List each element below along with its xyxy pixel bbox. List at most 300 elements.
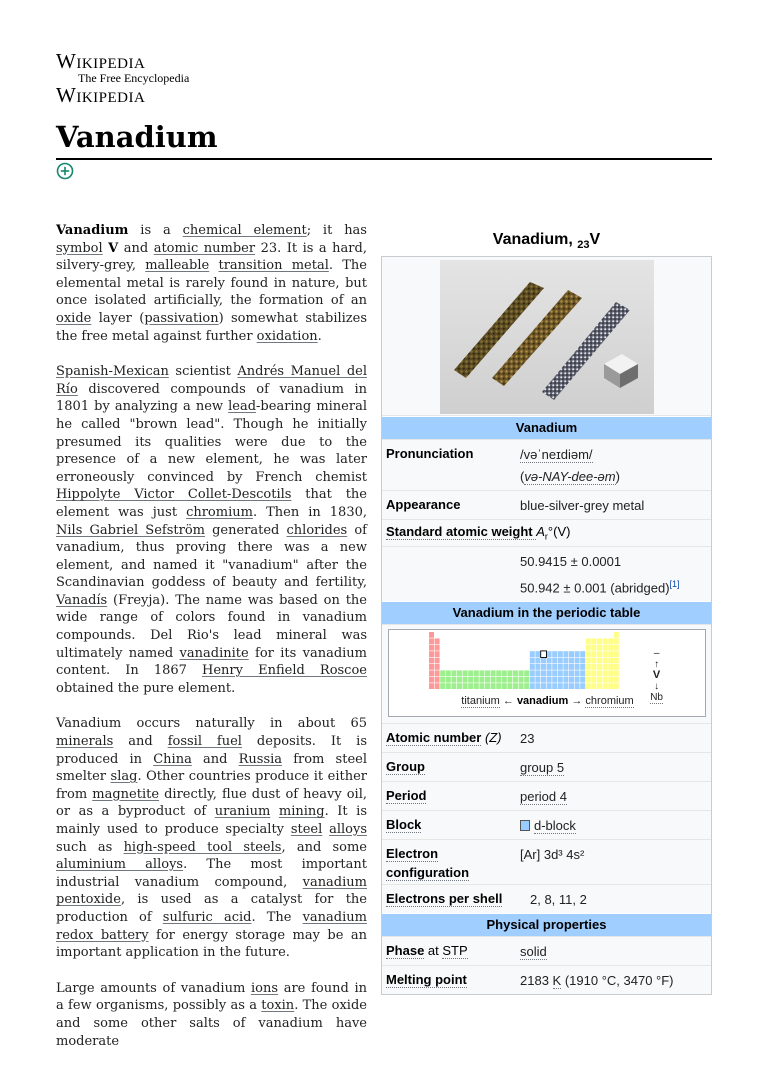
- electron-config-label[interactable]: Electron configuration: [386, 845, 470, 880]
- article-body: [56, 222, 367, 1068]
- pt-cell-p: [608, 658, 613, 664]
- pt-cell-f: [513, 670, 518, 676]
- article-paragraph: [56, 715, 367, 961]
- article-link[interactable]: ions: [250, 980, 279, 996]
- pt-arrow-right: →: [568, 694, 586, 707]
- pt-cell-d: [558, 658, 563, 664]
- article-link[interactable]: high-speed tool steels: [123, 839, 282, 855]
- melting-value-b: (1910 °C, 3470 °F): [561, 972, 674, 988]
- article-link[interactable]: Spanish-Mexican: [56, 364, 169, 380]
- pt-cell-p: [608, 670, 613, 676]
- pt-cell-p: [614, 664, 619, 670]
- pt-cell-p: [597, 658, 602, 664]
- pt-cell-f: [446, 677, 451, 683]
- pt-cell-p: [597, 683, 602, 689]
- article-text: ) somewhat stabilizes the free metal against further: [56, 310, 368, 344]
- pt-cell-d: [530, 670, 535, 676]
- pt-cell-d: [547, 677, 552, 683]
- pt-cell-d: [563, 651, 568, 657]
- pt-cell-d: [541, 664, 546, 670]
- wikipedia-logo[interactable]: [56, 50, 216, 106]
- article-link[interactable]: magnetite: [92, 786, 160, 802]
- pt-cell-alkali: [435, 638, 440, 644]
- page-title: Vanadium: [56, 120, 218, 154]
- pt-cell-d: [541, 670, 546, 676]
- pt-cell-f: [479, 683, 484, 689]
- title-divider: [56, 158, 712, 160]
- pt-cell-f: [446, 670, 451, 676]
- pt-above: –: [653, 647, 660, 659]
- pt-cell-d: [575, 651, 580, 657]
- vanadium-photo[interactable]: [440, 260, 654, 414]
- article-link[interactable]: atomic number: [153, 240, 256, 256]
- kelvin-link[interactable]: K: [552, 972, 562, 988]
- saw-symbol: A: [536, 524, 545, 539]
- pt-cell-p: [591, 645, 596, 651]
- pt-cell-d: [575, 683, 580, 689]
- pt-cell-d: [552, 670, 557, 676]
- pt-cell-f: [463, 677, 468, 683]
- period-label[interactable]: Period: [386, 787, 427, 803]
- pt-cell-p: [603, 658, 608, 664]
- pt-cell-alkali: [429, 651, 434, 657]
- pt-cell-d: [535, 683, 540, 689]
- pt-cell-f: [468, 683, 473, 689]
- pt-cell-f: [457, 670, 462, 676]
- pt-cell-f: [457, 677, 462, 683]
- appearance-row: [382, 490, 711, 519]
- pt-cell-d: [535, 651, 540, 657]
- periodic-table-header[interactable]: Vanadium in the periodic table: [382, 601, 711, 624]
- electrons-per-shell-row: [382, 884, 711, 913]
- pt-cell-p: [586, 638, 591, 644]
- pt-left-link[interactable]: titanium: [461, 694, 500, 707]
- article-text: and: [191, 751, 239, 767]
- article-link[interactable]: steel: [290, 822, 323, 837]
- article-text: deposits. It is produced in: [56, 734, 367, 767]
- pt-cell-d: [558, 677, 563, 683]
- pt-cell-f: [474, 677, 479, 683]
- article-text: obtained the pure element.: [56, 680, 236, 696]
- pt-cell-p: [614, 670, 619, 676]
- standard-atomic-weight-label[interactable]: [382, 520, 711, 546]
- pt-cell-vanadium-highlight[interactable]: [541, 651, 547, 658]
- pt-cell-p: [591, 683, 596, 689]
- pronunciation-value: [512, 440, 711, 490]
- article-text: (Freyja). The name was based on the wide range of colors found in vanadium compounds. Del Rio's lead mineral was ultimately named: [56, 592, 367, 661]
- pt-cell-f: [479, 677, 484, 683]
- pt-cell-f: [524, 670, 529, 676]
- pt-cell-f: [468, 670, 473, 676]
- article-link[interactable]: transition metal: [218, 258, 329, 274]
- melting-point-row: [382, 965, 711, 994]
- group-value[interactable]: group 5: [520, 759, 565, 775]
- pt-cell-p: [603, 677, 608, 683]
- article-text: .: [317, 328, 322, 344]
- pt-cell-alkali: [435, 683, 440, 689]
- pt-cell-f: [491, 677, 496, 683]
- article-link[interactable]: vanadinite: [179, 645, 249, 661]
- article-text: is a: [128, 223, 183, 238]
- article-paragraph: [56, 222, 367, 345]
- caption-atomic-number: 23: [577, 239, 590, 252]
- article-link[interactable]: Vanadís: [56, 592, 108, 608]
- pt-cell-f: [519, 683, 524, 689]
- pt-cell-f: [485, 683, 490, 689]
- pt-cell-p: [586, 651, 591, 657]
- article-text: . The oxide and some other salts of vanadium have moderate: [56, 998, 367, 1049]
- pt-cell-f: [507, 683, 512, 689]
- article-text: . Then in 1830,: [252, 504, 367, 520]
- element-image[interactable]: [382, 257, 711, 416]
- pt-cell-alkali: [429, 677, 434, 683]
- pt-cell-f: [474, 683, 479, 689]
- pt-cell-alkali: [435, 670, 440, 676]
- pt-cell-p: [608, 638, 613, 644]
- pt-cell-d: [563, 658, 568, 664]
- pt-cell-d: [569, 670, 574, 676]
- bold-term: V: [108, 240, 119, 256]
- article-text: of vanadium, thus proving there was a new element, and named it "vanadium" after the Scandinavian goddess of beauty and fertility,: [56, 522, 367, 591]
- saw-label-row: [382, 519, 711, 546]
- pt-cell-f: [491, 670, 496, 676]
- article-link[interactable]: Nils Gabriel Sefström: [56, 522, 205, 538]
- pt-cell-d: [530, 664, 535, 670]
- pt-cell-alkali: [435, 664, 440, 670]
- pt-cell-p: [591, 677, 596, 683]
- saw-subscript: r: [544, 531, 548, 542]
- article-paragraph: [56, 363, 367, 697]
- pt-symbol: V: [652, 668, 661, 681]
- article-link[interactable]: sulfuric acid: [162, 909, 252, 925]
- pt-cell-p: [591, 664, 596, 670]
- article-text: for its vanadium content. In 1867: [56, 645, 368, 679]
- article-link[interactable]: aluminium alloys: [56, 857, 184, 873]
- stp-link[interactable]: STP: [442, 942, 468, 958]
- saw-value-row: [382, 546, 711, 601]
- pt-cell-p: [586, 677, 591, 683]
- pt-cell-f: [457, 683, 462, 689]
- pt-cell-d: [563, 683, 568, 689]
- logo-wordmark: Wikipedia: [56, 49, 146, 73]
- article-link[interactable]: toxin: [261, 998, 295, 1014]
- pt-cell-p: [614, 632, 619, 638]
- article-link[interactable]: Hippolyte Victor Collet-Descotils: [56, 487, 292, 503]
- pt-arrow-up: ↑: [654, 658, 660, 670]
- article-link[interactable]: malleable: [145, 258, 210, 274]
- pt-cell-d: [580, 664, 585, 670]
- article-text: from steel smelter: [56, 751, 367, 785]
- pt-cell-d: [541, 658, 546, 664]
- article-text: 23. It is a hard, silvery-grey,: [56, 240, 367, 274]
- pt-cell-p: [586, 670, 591, 676]
- group-label[interactable]: Group: [386, 758, 425, 774]
- block-color-swatch-icon: [520, 820, 530, 831]
- pt-cell-alkali: [429, 632, 434, 638]
- pt-cell-p: [603, 645, 608, 651]
- logo-tagline: The Free Encyclopedia: [78, 71, 190, 85]
- pt-cell-p: [603, 670, 608, 676]
- pt-cell-d: [547, 664, 552, 670]
- pt-cell-f: [451, 670, 456, 676]
- article-link[interactable]: alloys: [329, 822, 367, 837]
- pt-cell-alkali: [429, 645, 434, 651]
- logo-wordmark-small: Wikipedia: [56, 83, 146, 107]
- caption-symbol: V: [589, 231, 601, 248]
- article-link[interactable]: Russia: [238, 751, 283, 767]
- article-text: that the element was just: [56, 487, 367, 520]
- pt-cell-p: [603, 651, 608, 657]
- pt-cell-d: [552, 664, 557, 670]
- block-row: [382, 810, 711, 839]
- pt-cell-f: [463, 683, 468, 689]
- article-text: -bearing mineral he called "brown lead". Though he initially presumed its qualities were due to the presence of a new element, he was later erroneously convinced by French chemist: [56, 399, 367, 485]
- article-link[interactable]: passivation: [144, 310, 219, 326]
- pt-cell-p: [586, 645, 591, 651]
- pt-cell-alkali: [429, 658, 434, 664]
- pt-cell-f: [507, 677, 512, 683]
- physical-properties-header: Physical properties: [382, 913, 711, 936]
- pt-cell-f: [479, 670, 484, 676]
- pt-cell-p: [608, 664, 613, 670]
- pt-cell-f: [446, 683, 451, 689]
- melting-value-a: 2183: [520, 972, 553, 988]
- pt-cell-p: [586, 683, 591, 689]
- pt-cell-f: [507, 670, 512, 676]
- pt-cell-d: [558, 651, 563, 657]
- pt-cell-d: [541, 677, 546, 683]
- pt-cell-d: [563, 677, 568, 683]
- pt-cell-p: [608, 651, 613, 657]
- article-text: discovered compounds of vanadium in 1801 by analyzing a new: [56, 381, 367, 415]
- resp-open: (: [520, 469, 525, 484]
- ipa-link[interactable]: /vəˈneɪdiəm/: [520, 447, 593, 462]
- pt-arrow-down: ↓: [654, 680, 660, 692]
- atomic-number-value: 23: [520, 730, 535, 746]
- pt-arrow-left: ←: [499, 694, 517, 707]
- article-link[interactable]: oxidation: [256, 328, 318, 344]
- article-link[interactable]: lead: [228, 399, 257, 415]
- pt-cell-d: [575, 658, 580, 664]
- electron-config-value: [Ar] 3d³ 4s²: [520, 846, 585, 862]
- pt-cell-p: [614, 658, 619, 664]
- pt-cell-p: [597, 645, 602, 651]
- pt-cell-f: [491, 683, 496, 689]
- infobox: [381, 224, 712, 995]
- pt-cell-d: [552, 658, 557, 664]
- pt-cell-d: [575, 664, 580, 670]
- pt-cell-p: [597, 664, 602, 670]
- article-text: , and some: [281, 839, 367, 855]
- pt-cell-p: [614, 677, 619, 683]
- pt-cell-alkali: [435, 658, 440, 664]
- pt-cell-d: [547, 670, 552, 676]
- pt-cell-d: [575, 670, 580, 676]
- pt-cell-d: [535, 664, 540, 670]
- saw-ref[interactable]: [1]: [669, 578, 680, 589]
- saw-value-2: 50.942 ± 0.001 (abridged): [520, 579, 670, 595]
- pt-cell-d: [558, 664, 563, 670]
- pt-cell-d: [558, 683, 563, 689]
- article-link[interactable]: minerals: [56, 734, 114, 750]
- pt-cell-p: [603, 664, 608, 670]
- pt-cell-p: [597, 638, 602, 644]
- melting-point-label[interactable]: Melting point: [386, 971, 467, 987]
- periodic-table-widget: [382, 624, 711, 723]
- pt-cell-d: [547, 651, 552, 657]
- article-text: [270, 804, 279, 819]
- article-link[interactable]: symbol: [56, 240, 103, 256]
- article-link[interactable]: uranium: [214, 804, 271, 820]
- pt-cell-alkali: [435, 677, 440, 683]
- pt-cell-d: [569, 683, 574, 689]
- saw-tail: °(V): [547, 524, 571, 539]
- pt-cell-f: [513, 683, 518, 689]
- article-text: and: [113, 734, 168, 750]
- pt-cell-p: [591, 651, 596, 657]
- pt-cell-p: [591, 658, 596, 664]
- pt-cell-f: [440, 677, 445, 683]
- pt-cell-f: [485, 677, 490, 683]
- pt-cell-d: [580, 658, 585, 664]
- article-link[interactable]: China: [153, 751, 192, 767]
- pt-cell-d: [569, 651, 574, 657]
- pt-cell-d: [580, 677, 585, 683]
- saw-link[interactable]: Standard atomic weight: [386, 524, 537, 539]
- article-text: such as: [56, 839, 124, 855]
- pt-cell-f: [440, 683, 445, 689]
- pt-cell-f: [502, 670, 507, 676]
- article-link[interactable]: mining: [278, 804, 325, 820]
- respelling-link[interactable]: və-NAY-dee-əm: [524, 469, 616, 484]
- pt-cell-f: [496, 670, 501, 676]
- electron-config-row: [382, 839, 711, 884]
- article-link[interactable]: chromium: [186, 504, 253, 520]
- article-link[interactable]: fossil fuel: [167, 734, 242, 750]
- pt-cell-f: [524, 677, 529, 683]
- pt-cell-p: [591, 670, 596, 676]
- article-text: . It is mainly used to produce specialty: [56, 804, 367, 837]
- article-text: . The: [251, 909, 303, 925]
- pt-cell-p: [597, 651, 602, 657]
- pt-cell-p: [591, 638, 596, 644]
- atomic-number-label[interactable]: Atomic number: [386, 729, 482, 745]
- pt-cell-d: [580, 670, 585, 676]
- pt-cell-alkali: [429, 638, 434, 644]
- pt-cell-d: [552, 683, 557, 689]
- pt-cell-f: [485, 670, 490, 676]
- pt-cell-f: [524, 683, 529, 689]
- electrons-per-shell-label[interactable]: Electrons per shell: [386, 890, 503, 906]
- pt-cell-d: [552, 651, 557, 657]
- pt-cell-alkali: [429, 670, 434, 676]
- article-link[interactable]: oxide: [56, 310, 92, 326]
- pt-below[interactable]: Nb: [650, 691, 663, 703]
- pt-cell-d: [547, 683, 552, 689]
- atomic-number-symbol: (Z): [481, 729, 502, 745]
- pt-cell-d: [569, 677, 574, 683]
- pt-cell-d: [530, 658, 535, 664]
- pt-cell-d: [580, 651, 585, 657]
- pt-cell-p: [614, 645, 619, 651]
- pt-cell-d: [563, 664, 568, 670]
- pt-cell-p: [586, 664, 591, 670]
- pt-cell-d: [530, 683, 535, 689]
- block-value[interactable]: d-block: [534, 817, 576, 833]
- pt-right-link[interactable]: chromium: [585, 694, 634, 707]
- pt-cell-d: [569, 658, 574, 664]
- periodic-neighbors-horizontal: [382, 695, 713, 707]
- pronunciation-label: Pronunciation: [386, 446, 474, 461]
- phase-row: [382, 936, 711, 965]
- pt-cell-p: [603, 683, 608, 689]
- article-link[interactable]: vanadium pentoxide: [56, 874, 367, 908]
- pt-cell-d: [563, 670, 568, 676]
- period-row: [382, 781, 711, 810]
- pt-cell-f: [440, 670, 445, 676]
- pt-cell-d: [535, 670, 540, 676]
- article-link[interactable]: slag: [110, 769, 138, 785]
- phase-value[interactable]: solid: [520, 943, 547, 959]
- pt-cell-d: [552, 677, 557, 683]
- pt-cell-f: [519, 670, 524, 676]
- pt-cell-p: [614, 683, 619, 689]
- pt-cell-d: [558, 670, 563, 676]
- pt-center: vanadium: [516, 694, 569, 707]
- pt-cell-p: [608, 677, 613, 683]
- phase-label[interactable]: Phase: [386, 942, 425, 958]
- pt-cell-d: [547, 658, 552, 664]
- pt-cell-d: [541, 683, 546, 689]
- article-link[interactable]: vanadium redox battery: [56, 909, 367, 943]
- electrons-per-shell-value: 2, 8, 11, 2: [530, 891, 587, 907]
- pt-cell-alkali: [429, 664, 434, 670]
- group-row: [382, 752, 711, 781]
- pt-cell-p: [597, 670, 602, 676]
- pt-cell-f: [463, 670, 468, 676]
- pt-cell-f: [468, 677, 473, 683]
- article-link[interactable]: chlorides: [286, 522, 348, 538]
- article-link[interactable]: Andrés Manuel del Río: [56, 364, 367, 397]
- article-text: , is used as a catalyst for the production of: [56, 892, 367, 925]
- article-text: . The most important industrial vanadium compound,: [56, 857, 367, 890]
- expand-icon[interactable]: [56, 162, 74, 180]
- pt-cell-d: [530, 677, 535, 683]
- article-paragraph: [56, 980, 367, 1050]
- pt-cell-f: [496, 677, 501, 683]
- pt-cell-alkali: [435, 645, 440, 651]
- infobox-caption: [381, 224, 712, 256]
- period-value[interactable]: period 4: [520, 788, 567, 804]
- pt-cell-p: [603, 638, 608, 644]
- article-text: generated: [204, 522, 287, 538]
- block-label[interactable]: Block: [386, 816, 422, 832]
- appearance-value: blue-silver-grey metal: [520, 498, 645, 513]
- article-text: and: [118, 240, 154, 256]
- pt-cell-p: [614, 638, 619, 644]
- article-link[interactable]: chemical element: [182, 223, 307, 238]
- article-link[interactable]: Henry Enfield Roscoe: [202, 663, 367, 679]
- article-text: . Other countries produce it either from: [56, 769, 367, 802]
- pt-cell-p: [608, 645, 613, 651]
- article-text: ; it has: [306, 223, 367, 238]
- article-text: layer (: [91, 310, 145, 326]
- pronunciation-row: [382, 439, 711, 490]
- pt-cell-d: [535, 658, 540, 664]
- appearance-label: Appearance: [386, 497, 461, 512]
- saw-value-1: 50.9415 ± 0.0001: [520, 553, 622, 569]
- pt-cell-d: [575, 677, 580, 683]
